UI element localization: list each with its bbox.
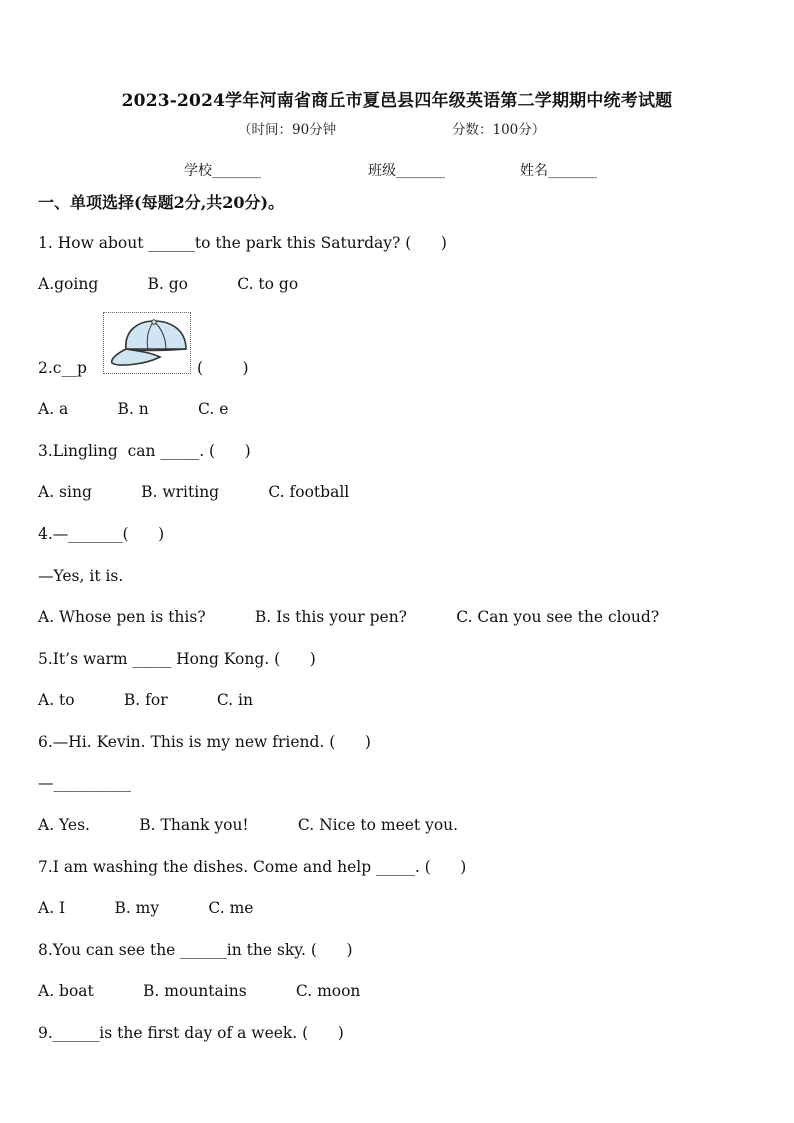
options-3: A. sing B. writing C. football (38, 483, 350, 501)
answer-bracket-2: ( ) (197, 359, 249, 377)
options-5: A. to B. for C. in (38, 691, 253, 709)
options-8: A. boat B. mountains C. moon (38, 982, 361, 1000)
options-2: A. a B. n C. e (38, 400, 229, 418)
question-8: 8.You can see the ______in the sky. ( ) (38, 941, 353, 959)
options-7: A. I B. my C. me (38, 899, 254, 917)
options-4: A. Whose pen is this? B. Is this your pen? C. Can you see the cloud? (38, 608, 660, 626)
cap-image (103, 312, 191, 374)
class-field: 班级_______ (368, 163, 445, 179)
cap-icon (104, 313, 190, 373)
question-9: 9.______is the first day of a week. ( ) (38, 1024, 344, 1042)
question-4-reply: —Yes, it is. (38, 567, 124, 585)
exam-title: 2023-2024学年河南省商丘市夏邑县四年级英语第二学期期中统考试题 (121, 91, 673, 111)
name-field: 姓名_______ (520, 163, 597, 179)
options-6: A. Yes. B. Thank you! C. Nice to meet you. (38, 816, 459, 834)
question-6-reply: —__________ (38, 774, 131, 792)
school-field: 学校_______ (184, 163, 261, 179)
exam-score: 分数：100分） (452, 122, 546, 138)
options-1: A.going B. go C. to go (38, 275, 299, 293)
question-3: 3.Lingling can _____. ( ) (38, 442, 251, 460)
question-5: 5.It’s warm _____ Hong Kong. ( ) (38, 650, 316, 668)
section-heading: 一、单项选择(每题2分,共20分)。 (38, 193, 285, 212)
question-2: 2.c__p (38, 359, 87, 377)
question-7: 7.I am washing the dishes. Come and help _____. ( ) (38, 858, 467, 876)
question-6: 6.—Hi. Kevin. This is my new friend. ( ) (38, 733, 371, 751)
exam-time: （时间：90分钟 (238, 122, 337, 138)
question-4: 4.—_______( ) (38, 525, 165, 543)
question-1: 1. How about ______to the park this Saturday? ( ) (38, 234, 447, 252)
